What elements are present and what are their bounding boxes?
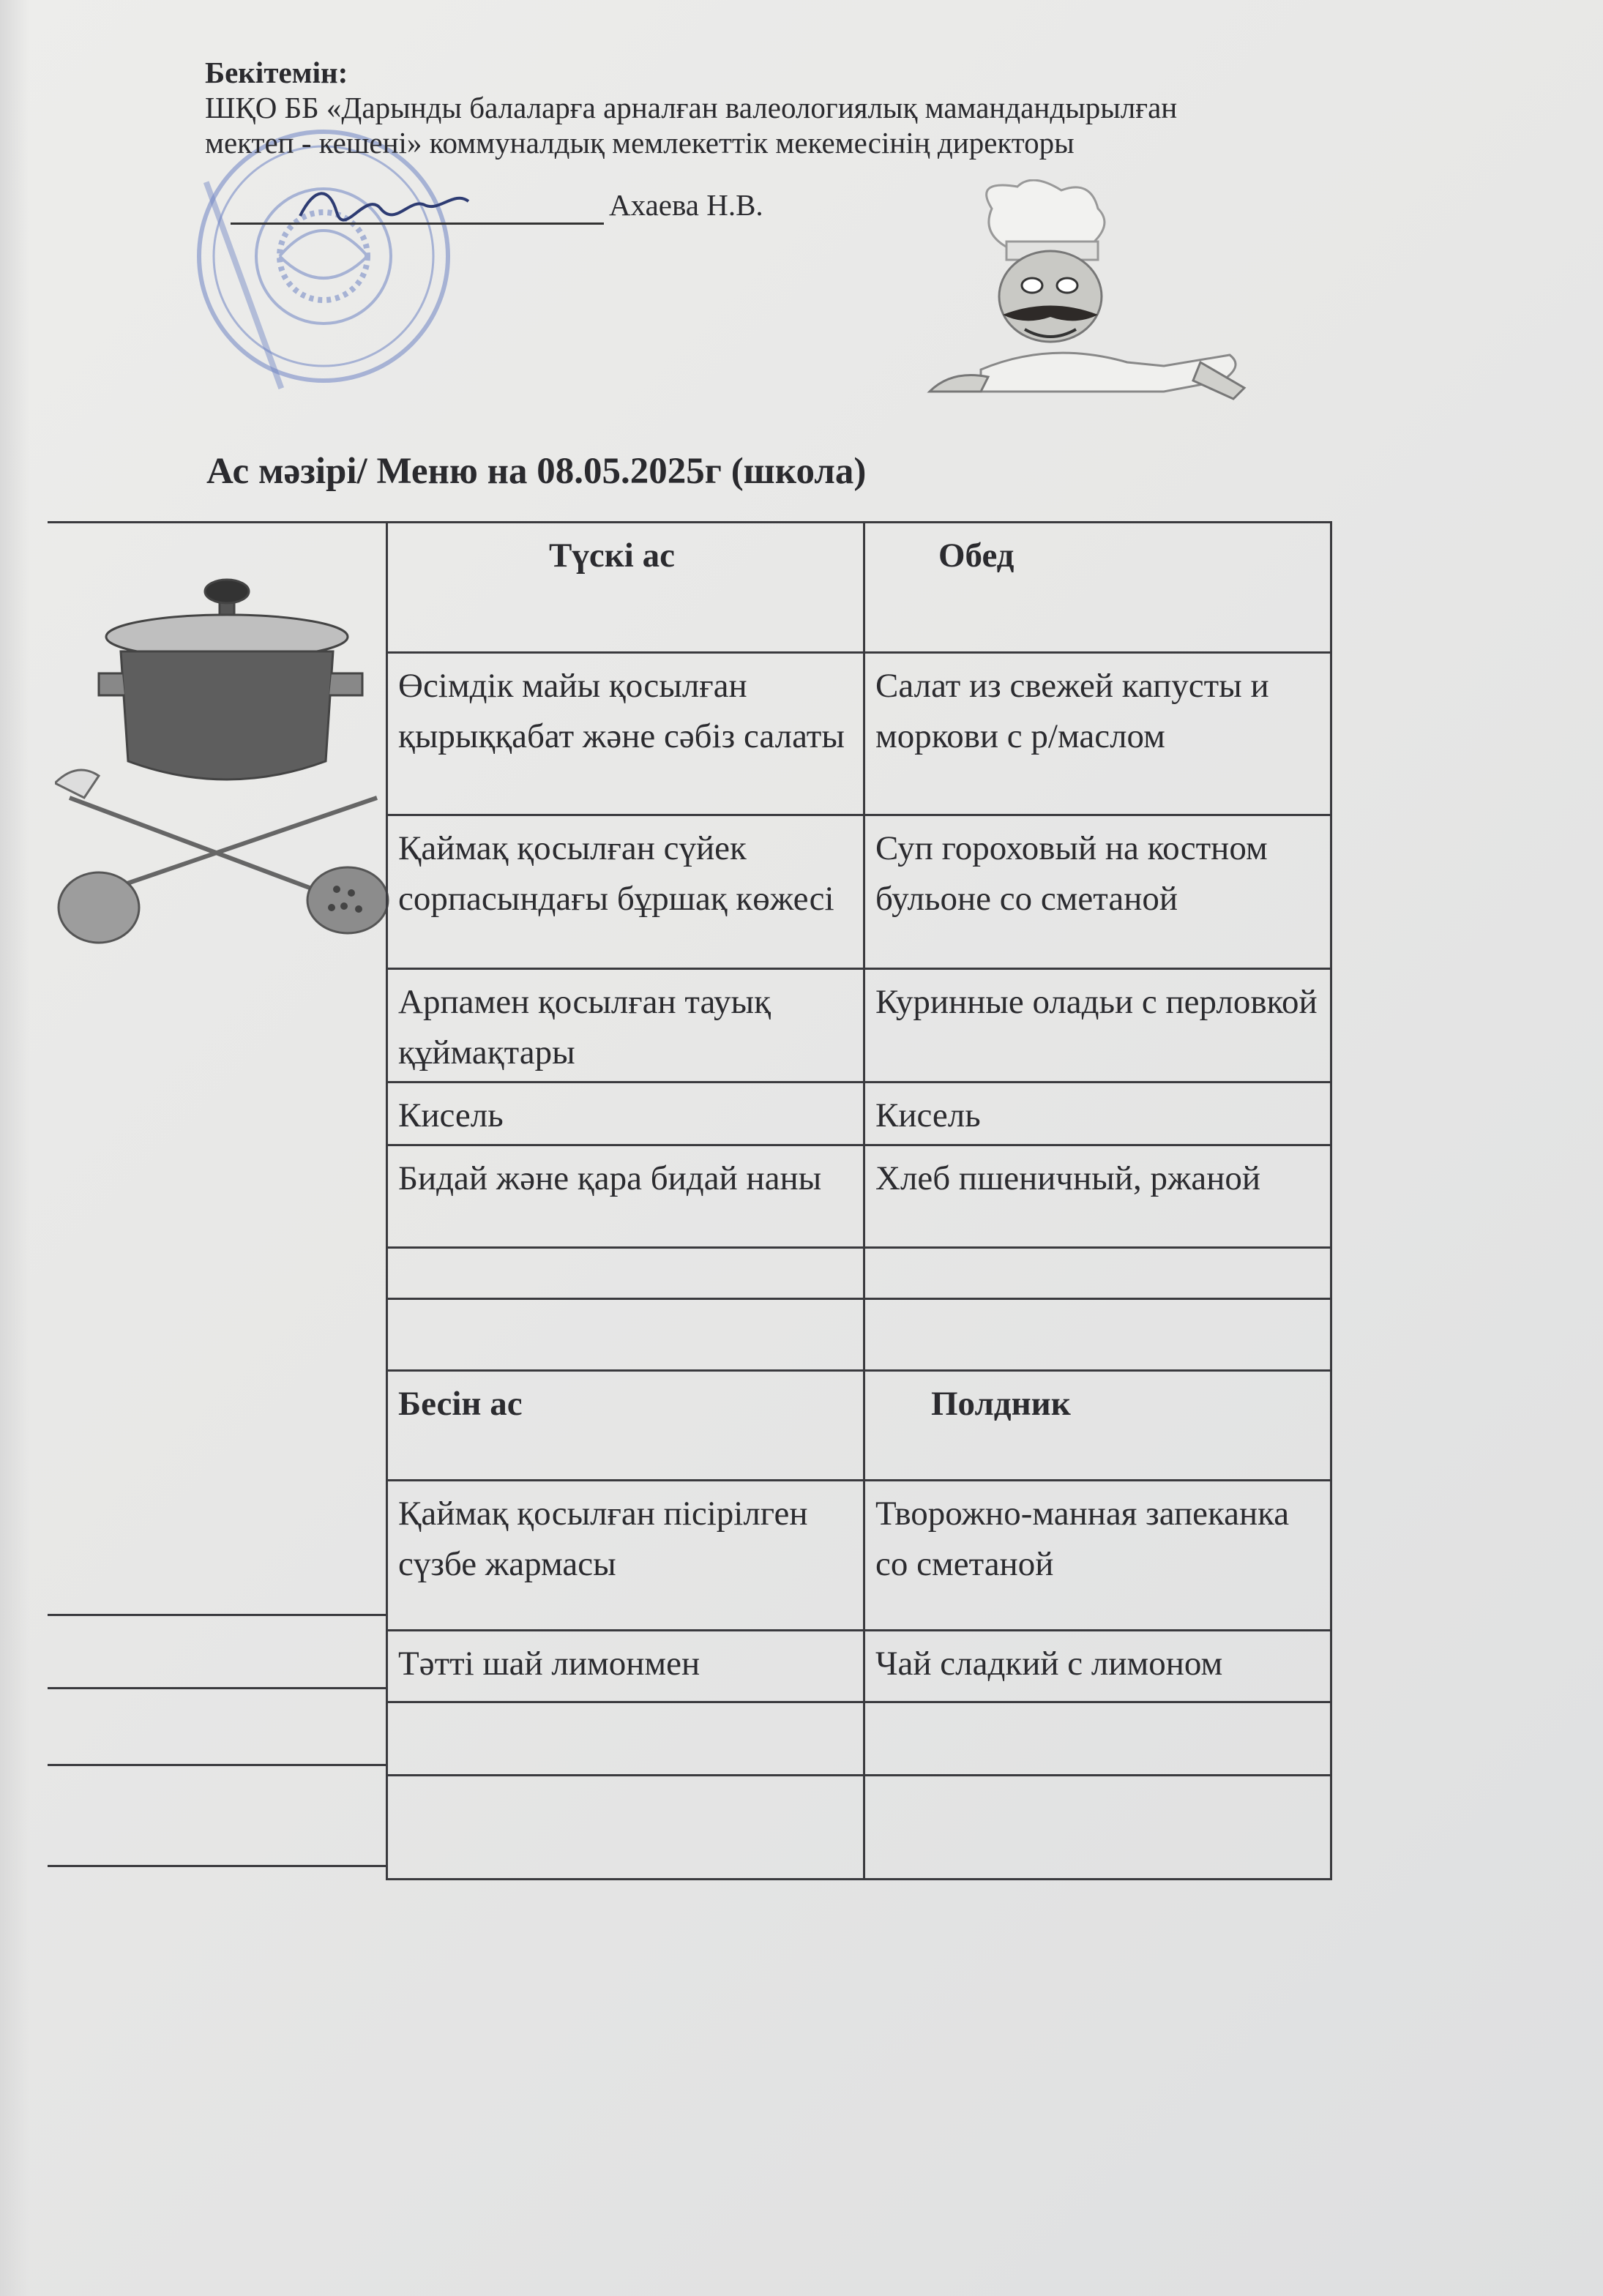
director-name: Ахаева Н.В.	[609, 188, 763, 222]
lunch-header-ru: Обед	[864, 523, 1331, 653]
snack-item-kk: Тәтті шай лимонмен	[387, 1631, 864, 1702]
menu-item-ru: Кисель	[864, 1082, 1331, 1145]
empty-cell	[387, 1248, 864, 1299]
left-rule	[48, 1865, 386, 1867]
left-rule	[48, 521, 386, 523]
snack-header-ru: Полдник	[864, 1371, 1331, 1481]
table-row	[387, 815, 1331, 969]
cooking-pot-with-ladles-icon	[55, 578, 392, 959]
table-header-row	[387, 523, 1331, 653]
approval-block	[205, 55, 1449, 160]
empty-cell	[864, 1702, 1331, 1776]
snack-header-row	[387, 1371, 1331, 1481]
menu-item-kk: Өсімдік майы қосылған қырыққабат және сәбіз салаты	[387, 653, 864, 815]
handwritten-signature-icon	[285, 183, 476, 227]
empty-cell	[387, 1299, 864, 1371]
empty-cell	[864, 1248, 1331, 1299]
menu-item-ru: Хлеб пшеничный, ржаной	[864, 1145, 1331, 1248]
table-row	[387, 969, 1331, 1082]
menu-table	[386, 521, 1332, 1880]
empty-cell	[387, 1702, 864, 1776]
empty-cell	[864, 1299, 1331, 1371]
snack-header-kk: Бесін ас	[387, 1371, 864, 1481]
lunch-header-kk: Түскі ас	[387, 523, 864, 653]
menu-item-ru: Салат из свежей капусты и моркови с р/маслом	[864, 653, 1331, 815]
menu-title: Ас мәзірі/ Меню на 08.05.2025г (школа)	[206, 451, 867, 492]
empty-row	[387, 1299, 1331, 1371]
approval-org-line-1: ШҚО ББ «Дарынды балаларға арналған валеологиялық мамандандырылған	[205, 91, 1178, 124]
table-row	[387, 1145, 1331, 1248]
snack-item-ru: Творожно-манная запеканка со сметаной	[864, 1481, 1331, 1631]
menu-item-kk: Қаймақ қосылған сүйек сорпасындағы бұршақ көжесі	[387, 815, 864, 969]
sheet-edge	[0, 0, 29, 2296]
empty-row	[387, 1702, 1331, 1776]
left-rule	[48, 1764, 386, 1766]
signature-line	[231, 223, 604, 225]
table-row	[387, 1481, 1331, 1631]
menu-item-kk: Бидай және қара бидай наны	[387, 1145, 864, 1248]
empty-cell	[387, 1776, 864, 1880]
left-rule	[48, 1687, 386, 1689]
snack-item-kk: Қаймақ қосылған пісірілген сүзбе жармасы	[387, 1481, 864, 1631]
table-row	[387, 1082, 1331, 1145]
left-rule	[48, 1614, 386, 1616]
empty-cell	[864, 1776, 1331, 1880]
menu-item-ru: Куринные оладьи с перловкой	[864, 969, 1331, 1082]
approval-title: Бекітемін:	[205, 56, 348, 89]
menu-item-kk: Арпамен қосылған тауық құймақтары	[387, 969, 864, 1082]
chef-cartoon-icon	[922, 179, 1259, 435]
empty-row	[387, 1248, 1331, 1299]
empty-row	[387, 1776, 1331, 1880]
menu-item-ru: Суп гороховый на костном бульоне со сметаной	[864, 815, 1331, 969]
table-row	[387, 1631, 1331, 1702]
table-row	[387, 653, 1331, 815]
approval-org-line-2: мектеп - кешені» коммуналдық мемлекеттік мекемесінің директоры	[205, 126, 1075, 160]
snack-item-ru: Чай сладкий с лимоном	[864, 1631, 1331, 1702]
menu-item-kk: Кисель	[387, 1082, 864, 1145]
